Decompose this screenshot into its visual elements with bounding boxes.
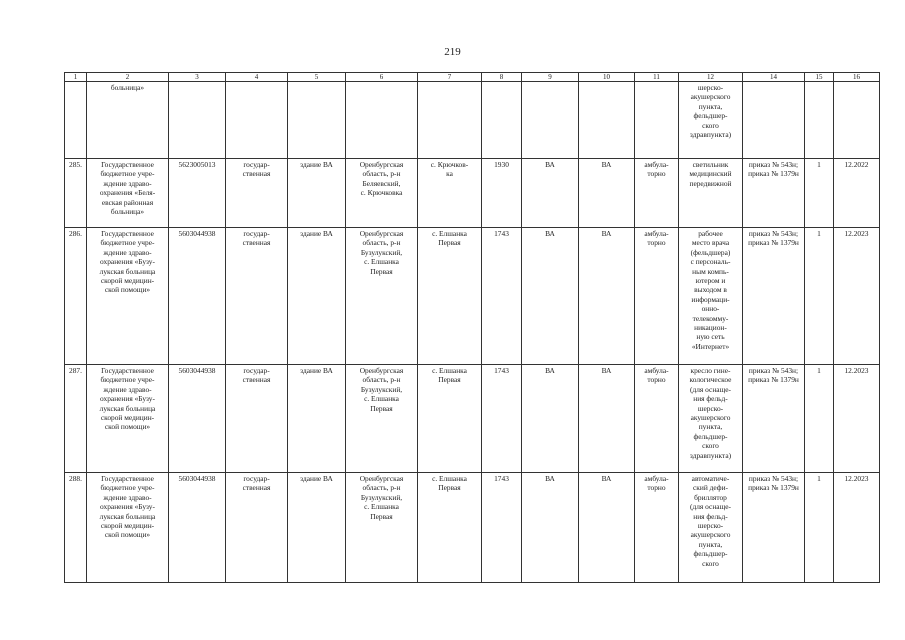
cell-order: приказ № 543н; приказ № 1379н [743,228,805,365]
cell-type: амбула- торно [635,159,679,228]
page-number: 219 [444,46,461,58]
cell-date: 12.2022 [834,159,880,228]
column-header: 15 [805,73,834,82]
column-header: 4 [226,73,288,82]
cell-type: амбула- торно [635,365,679,473]
cell-year: 1930 [482,159,522,228]
cell-org: Государственное бюджетное учре- ждение здраво- охранения «Бузу- лукская больница скорой медицин- ской помощи» [87,473,169,583]
column-header: 16 [834,73,880,82]
column-header: 9 [522,73,579,82]
cell-equipment: кресло гине- кологическое (для оснаще- ния фельд- шерско- акушерского пункта, фельдшер- ского здравпункта) [679,365,743,473]
column-header: 6 [346,73,418,82]
cell-inn: 5603044938 [169,228,226,365]
cell-settlement: с. Крючков- ка [418,159,482,228]
cell [482,82,522,159]
column-header: 5 [288,73,346,82]
cell [579,82,635,159]
cell-qty: 1 [805,365,834,473]
cell-building: здание ВА [288,159,346,228]
cell-settlement: с. Елшанка Первая [418,365,482,473]
cell [635,82,679,159]
cell-c9: ВА [522,159,579,228]
cell-settlement: с. Елшанка Первая [418,473,482,583]
cell [65,82,87,159]
cell-num: 288. [65,473,87,583]
cell-building: здание ВА [288,228,346,365]
cell-ownership: государ- ственная [226,159,288,228]
cell-year: 1743 [482,473,522,583]
cell-c9: ВА [522,228,579,365]
table-row [65,159,880,228]
cell-date: 12.2023 [834,228,880,365]
cell-ownership: государ- ственная [226,365,288,473]
cell-settlement: с. Елшанка Первая [418,228,482,365]
cell-qty: 1 [805,473,834,583]
cell-qty: 1 [805,159,834,228]
cell-org: Государственное бюджетное учре- ждение здраво- охранения «Беля- евская районная больница» [87,159,169,228]
cell-num: 287. [65,365,87,473]
cell-equipment: светильник медицинский передвижной [679,159,743,228]
cell [226,82,288,159]
cell [418,82,482,159]
cell-qty: 1 [805,228,834,365]
equipment-table [64,72,880,583]
cell-equipment: автоматиче- ский дефи- бриллятор (для оснаще- ния фельд- шерско- акушерского пункта, фельдшер- ского [679,473,743,583]
cell-date: 12.2023 [834,365,880,473]
cell-year: 1743 [482,228,522,365]
column-number-row [65,73,880,82]
cell-building: здание ВА [288,473,346,583]
cell-c10: ВА [579,473,635,583]
cell-date: 12.2023 [834,473,880,583]
cell [743,82,805,159]
cell-region: Оренбургская область, р-н Беляевский, с. Крючковка [346,159,418,228]
cell-type: амбула- торно [635,228,679,365]
continuation-row [65,82,880,159]
column-header: 8 [482,73,522,82]
cell [834,82,880,159]
cell-equipment: шерско- акушерского пункта, фельдшер- ского здравпункта) [679,82,743,159]
cell-org: больница» [87,82,169,159]
cell-inn: 5623005013 [169,159,226,228]
cell-org: Государственное бюджетное учре- ждение здраво- охранения «Бузу- лукская больница скорой медицин- ской помощи» [87,365,169,473]
cell-order: приказ № 543н; приказ № 1379н [743,365,805,473]
cell-year: 1743 [482,365,522,473]
cell [346,82,418,159]
cell-ownership: государ- ственная [226,473,288,583]
column-header: 10 [579,73,635,82]
cell-region: Оренбургская область, р-н Бузулукский, с. Елшанка Первая [346,473,418,583]
cell-region: Оренбургская область, р-н Бузулукский, с. Елшанка Первая [346,228,418,365]
cell-c9: ВА [522,365,579,473]
cell-building: здание ВА [288,365,346,473]
column-header: 12 [679,73,743,82]
cell-num: 285. [65,159,87,228]
cell-order: приказ № 543н; приказ № 1379н [743,473,805,583]
column-header: 11 [635,73,679,82]
cell-c9: ВА [522,473,579,583]
cell-inn: 5603044938 [169,473,226,583]
column-header: 3 [169,73,226,82]
cell-num: 286. [65,228,87,365]
column-header: 7 [418,73,482,82]
column-header: 2 [87,73,169,82]
cell-c10: ВА [579,365,635,473]
column-header: 14 [743,73,805,82]
cell-org: Государственное бюджетное учре- ждение здраво- охранения «Бузу- лукская больница скорой медицин- ской помощи» [87,228,169,365]
cell-type: амбула- торно [635,473,679,583]
cell [522,82,579,159]
cell-order: приказ № 543н; приказ № 1379н [743,159,805,228]
table-row [65,365,880,473]
cell-ownership: государ- ственная [226,228,288,365]
cell-region: Оренбургская область, р-н Бузулукский, с. Елшанка Первая [346,365,418,473]
cell-equipment: рабочее место врача (фельдшера) с персональ- ным компь- ютером и выходом в информаци- онно- телекомму- никацион- ную сеть «Интернет» [679,228,743,365]
table-row [65,473,880,583]
cell-inn: 5603044938 [169,365,226,473]
cell [288,82,346,159]
column-header: 1 [65,73,87,82]
cell [805,82,834,159]
cell [169,82,226,159]
cell-c10: ВА [579,228,635,365]
cell-c10: ВА [579,159,635,228]
table-row [65,228,880,365]
